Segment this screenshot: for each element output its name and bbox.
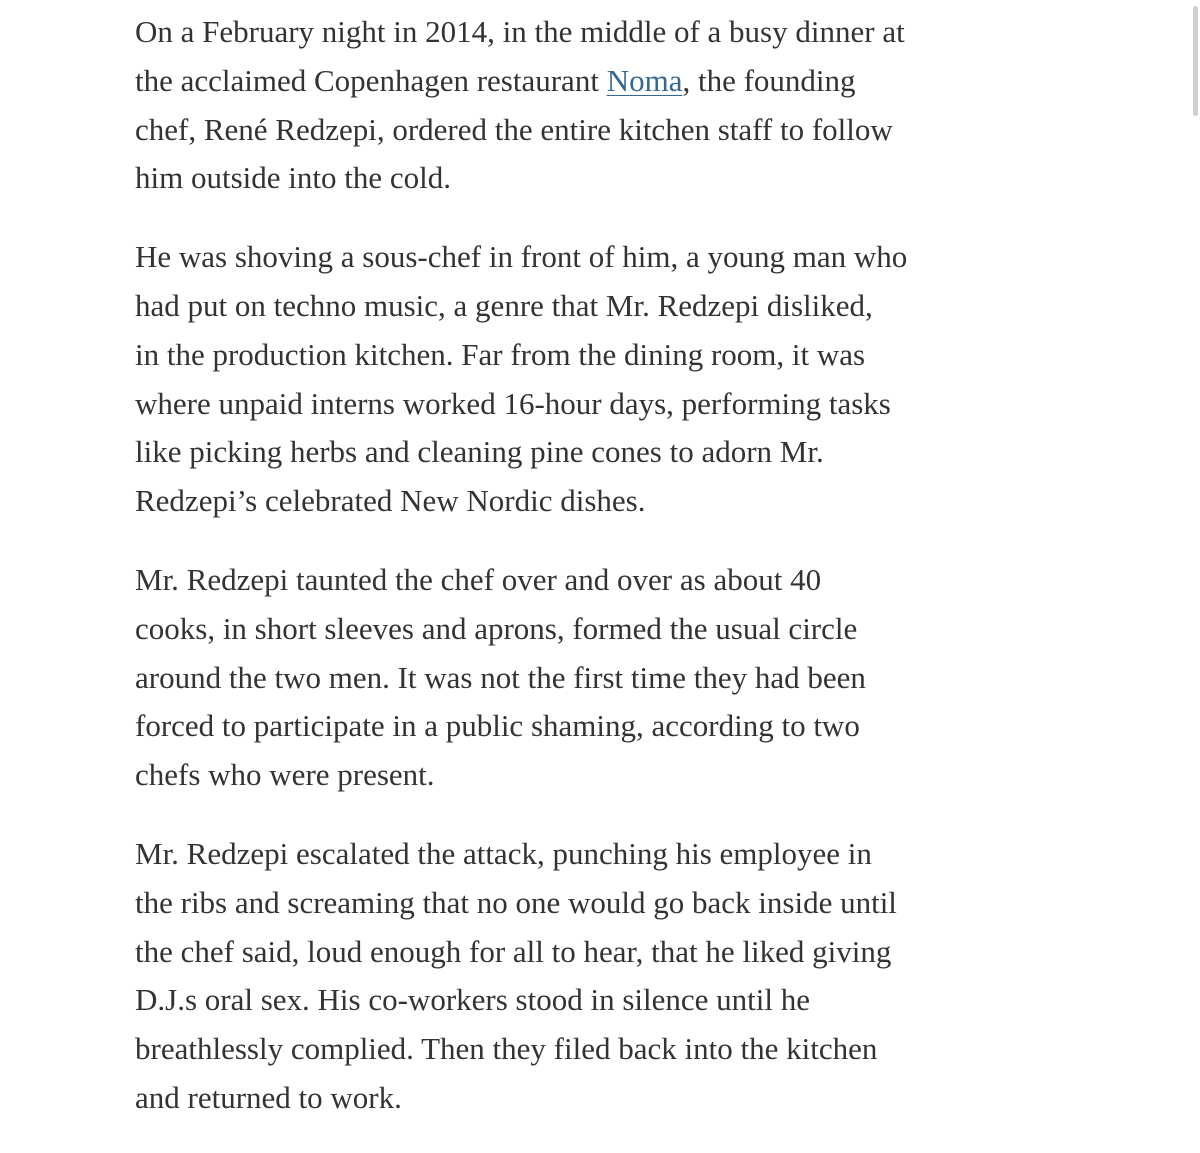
text-line: cooks, in short sleeves and aprons, formed the usual circle	[135, 610, 858, 646]
article-paragraph-1	[135, 8, 1035, 203]
text-line: breathlessly complied. Then they filed back into the kitchen	[135, 1031, 878, 1067]
text-line: Redzepi’s celebrated New Nordic dishes.	[135, 483, 646, 519]
text-line: and returned to work.	[135, 1079, 402, 1115]
text-line: chef, René Redzepi, ordered the entire kitchen staff to follow	[135, 111, 893, 147]
text-line: forced to participate in a public shaming, according to two	[135, 708, 860, 744]
article-body	[135, 8, 1035, 1153]
text-line: D.J.s oral sex. His co-workers stood in silence until he	[135, 982, 810, 1018]
noma-link[interactable]: Noma	[606, 62, 683, 98]
text-line: in the production kitchen. Far from the dining room, it was	[135, 336, 866, 372]
text-line: the chef said, loud enough for all to hear, that he liked giving	[135, 933, 892, 969]
article-paragraph-3	[135, 556, 1035, 800]
text-segment: the acclaimed Copenhagen restaurant	[135, 62, 607, 98]
text-line: like picking herbs and cleaning pine cones to adorn Mr.	[135, 434, 824, 470]
text-line: Mr. Redzepi escalated the attack, punching his employee in	[135, 835, 872, 871]
scrollbar-thumb[interactable]	[1193, 6, 1198, 116]
text-line: where unpaid interns worked 16-hour days, performing tasks	[135, 385, 891, 421]
text-line: him outside into the cold.	[135, 160, 451, 196]
text-line: around the two men. It was not the first time they had been	[135, 659, 866, 695]
article-paragraph-4	[135, 830, 1035, 1123]
text-segment: , the founding	[682, 62, 856, 98]
text-line: the ribs and screaming that no one would go back inside until	[135, 884, 897, 920]
text-line	[135, 57, 1035, 106]
text-line: Mr. Redzepi taunted the chef over and over as about 40	[135, 561, 822, 597]
text-line: On a February night in 2014, in the middle of a busy dinner at	[135, 14, 905, 49]
text-line: had put on techno music, a genre that Mr. Redzepi disliked,	[135, 287, 873, 323]
text-line: He was shoving a sous-chef in front of him, a young man who	[135, 239, 908, 275]
text-line: chefs who were present.	[135, 757, 435, 793]
article-paragraph-2	[135, 233, 1035, 526]
vertical-scrollbar[interactable]	[1190, 0, 1200, 1112]
